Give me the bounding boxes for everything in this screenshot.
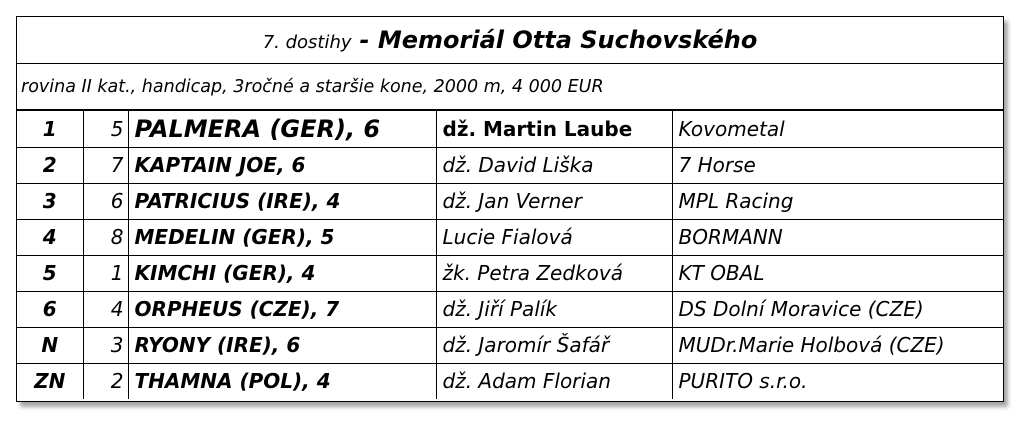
owner-cell: Kovometal — [672, 111, 1003, 147]
start-number-cell: 5 — [83, 111, 128, 147]
table-row — [17, 255, 1003, 291]
owner-cell: 7 Horse — [672, 147, 1003, 183]
start-number-cell: 2 — [83, 363, 128, 399]
place-cell: 2 — [17, 147, 83, 183]
jockey-cell: žk. Petra Zedková — [436, 255, 672, 291]
place-cell: ZN — [17, 363, 83, 399]
start-number-cell: 6 — [83, 183, 128, 219]
race-conditions: rovina II kat., handicap, 3ročné a staršie kone, 2000 m, 4 000 EUR — [17, 64, 1003, 111]
place-cell: 4 — [17, 219, 83, 255]
horse-cell: THAMNA (POL), 4 — [128, 363, 436, 399]
start-number-cell: 1 — [83, 255, 128, 291]
owner-cell: PURITO s.r.o. — [678, 369, 808, 394]
place-cell: 5 — [17, 255, 83, 291]
horse-cell: MEDELIN (GER), 5 — [128, 219, 436, 255]
jockey-cell: Lucie Fialová — [436, 219, 672, 255]
table-row — [17, 147, 1003, 183]
race-number: 7. dostihy — [262, 31, 352, 53]
place-cell: 1 — [17, 111, 83, 147]
owner-cell: BORMANN — [672, 219, 1003, 255]
owner-cell: KT OBAL — [672, 255, 1003, 291]
results-table — [17, 111, 1003, 399]
table-row — [17, 219, 1003, 255]
jockey-cell: dž. Adam Florian — [436, 363, 672, 399]
horse-cell: RYONY (IRE), 6 — [128, 327, 436, 363]
jockey-cell: dž. Martin Laube — [436, 111, 672, 147]
start-number-cell: 7 — [83, 147, 128, 183]
table-row — [17, 363, 1003, 399]
jockey-cell: dž. Jaromír Šafář — [436, 327, 672, 363]
race-name: - Memoriál Otta Suchovského — [359, 26, 758, 54]
start-number-cell: 4 — [83, 291, 128, 327]
jockey-cell: dž. Jiří Palík — [436, 291, 672, 327]
horse-cell: KIMCHI (GER), 4 — [128, 255, 436, 291]
jockey-cell: dž. David Liška — [436, 147, 672, 183]
table-row — [17, 327, 1003, 363]
horse-cell: KAPTAIN JOE, 6 — [128, 147, 436, 183]
horse-cell: ORPHEUS (CZE), 7 — [128, 291, 436, 327]
table-row — [17, 111, 1003, 147]
owner-cell: DS Dolní Moravice (CZE) — [672, 291, 1003, 327]
race-result-card — [16, 16, 1004, 402]
place-cell: 6 — [17, 291, 83, 327]
horse-cell: PATRICIUS (IRE), 4 — [128, 183, 436, 219]
horse-cell: PALMERA (GER), 6 — [128, 111, 436, 147]
owner-cell: MUDr.Marie Holbová (CZE) — [672, 327, 1003, 363]
race-title — [17, 17, 1003, 64]
start-number-cell: 8 — [83, 219, 128, 255]
jockey-cell: dž. Jan Verner — [436, 183, 672, 219]
start-number-cell: 3 — [83, 327, 128, 363]
owner-cell: MPL Racing — [672, 183, 1003, 219]
table-row — [17, 183, 1003, 219]
place-cell: N — [17, 327, 83, 363]
table-row — [17, 291, 1003, 327]
place-cell: 3 — [17, 183, 83, 219]
